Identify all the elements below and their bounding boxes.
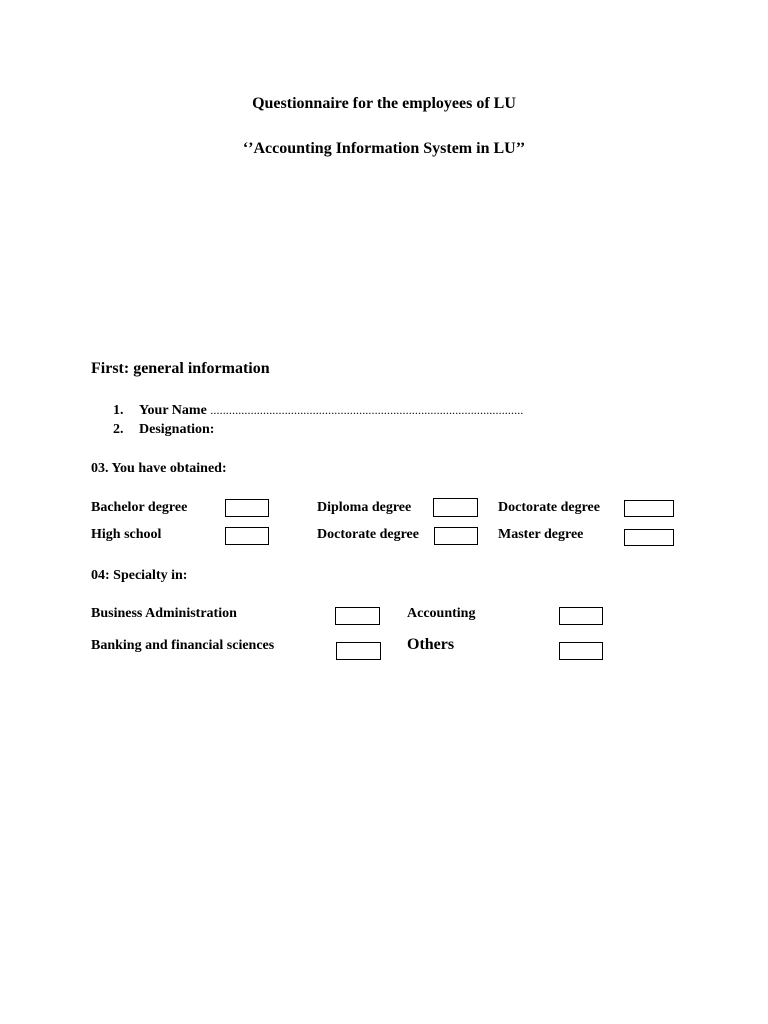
checkbox-doctorate-degree-1[interactable]: [624, 500, 674, 517]
list-item-your-name: [113, 403, 523, 419]
option-label-high-school: High school: [91, 527, 162, 542]
question-obtained: 03. You have obtained:: [91, 461, 227, 476]
option-label-banking-financial-sciences: Banking and financial sciences: [91, 638, 275, 653]
your-name-dotted-line[interactable]: .....................................................................................................: [210, 403, 524, 417]
option-label-doctorate-degree-2: Doctorate degree: [317, 527, 419, 542]
option-label-business-administration: Business Administration: [91, 606, 237, 621]
section-heading-general-info: First: general information: [91, 360, 270, 377]
list-item-number: 1.: [113, 403, 124, 418]
checkbox-master-degree[interactable]: [624, 529, 674, 546]
checkbox-banking-financial-sciences[interactable]: [336, 642, 381, 660]
question-specialty: 04: Specialty in:: [91, 568, 188, 583]
option-label-bachelor-degree: Bachelor degree: [91, 500, 188, 515]
list-item-number: 2.: [113, 422, 124, 437]
your-name-label: Your Name: [139, 403, 207, 418]
list-item-designation: [113, 422, 214, 438]
checkbox-diploma-degree[interactable]: [433, 498, 478, 517]
option-label-accounting: Accounting: [407, 606, 476, 621]
checkbox-others[interactable]: [559, 642, 603, 660]
checkbox-accounting[interactable]: [559, 607, 603, 625]
option-label-diploma-degree: Diploma degree: [317, 500, 412, 515]
checkbox-business-administration[interactable]: [335, 607, 380, 625]
checkbox-bachelor-degree[interactable]: [225, 499, 269, 517]
document-title: Questionnaire for the employees of LU: [252, 95, 516, 112]
option-label-doctorate-degree-1: Doctorate degree: [498, 500, 600, 515]
checkbox-doctorate-degree-2[interactable]: [434, 527, 478, 545]
checkbox-high-school[interactable]: [225, 527, 269, 545]
option-label-others: Others: [407, 636, 455, 653]
document-subtitle: ‘’Accounting Information System in LU’’: [242, 140, 526, 157]
designation-label: Designation:: [139, 422, 215, 437]
option-label-master-degree: Master degree: [498, 527, 584, 542]
